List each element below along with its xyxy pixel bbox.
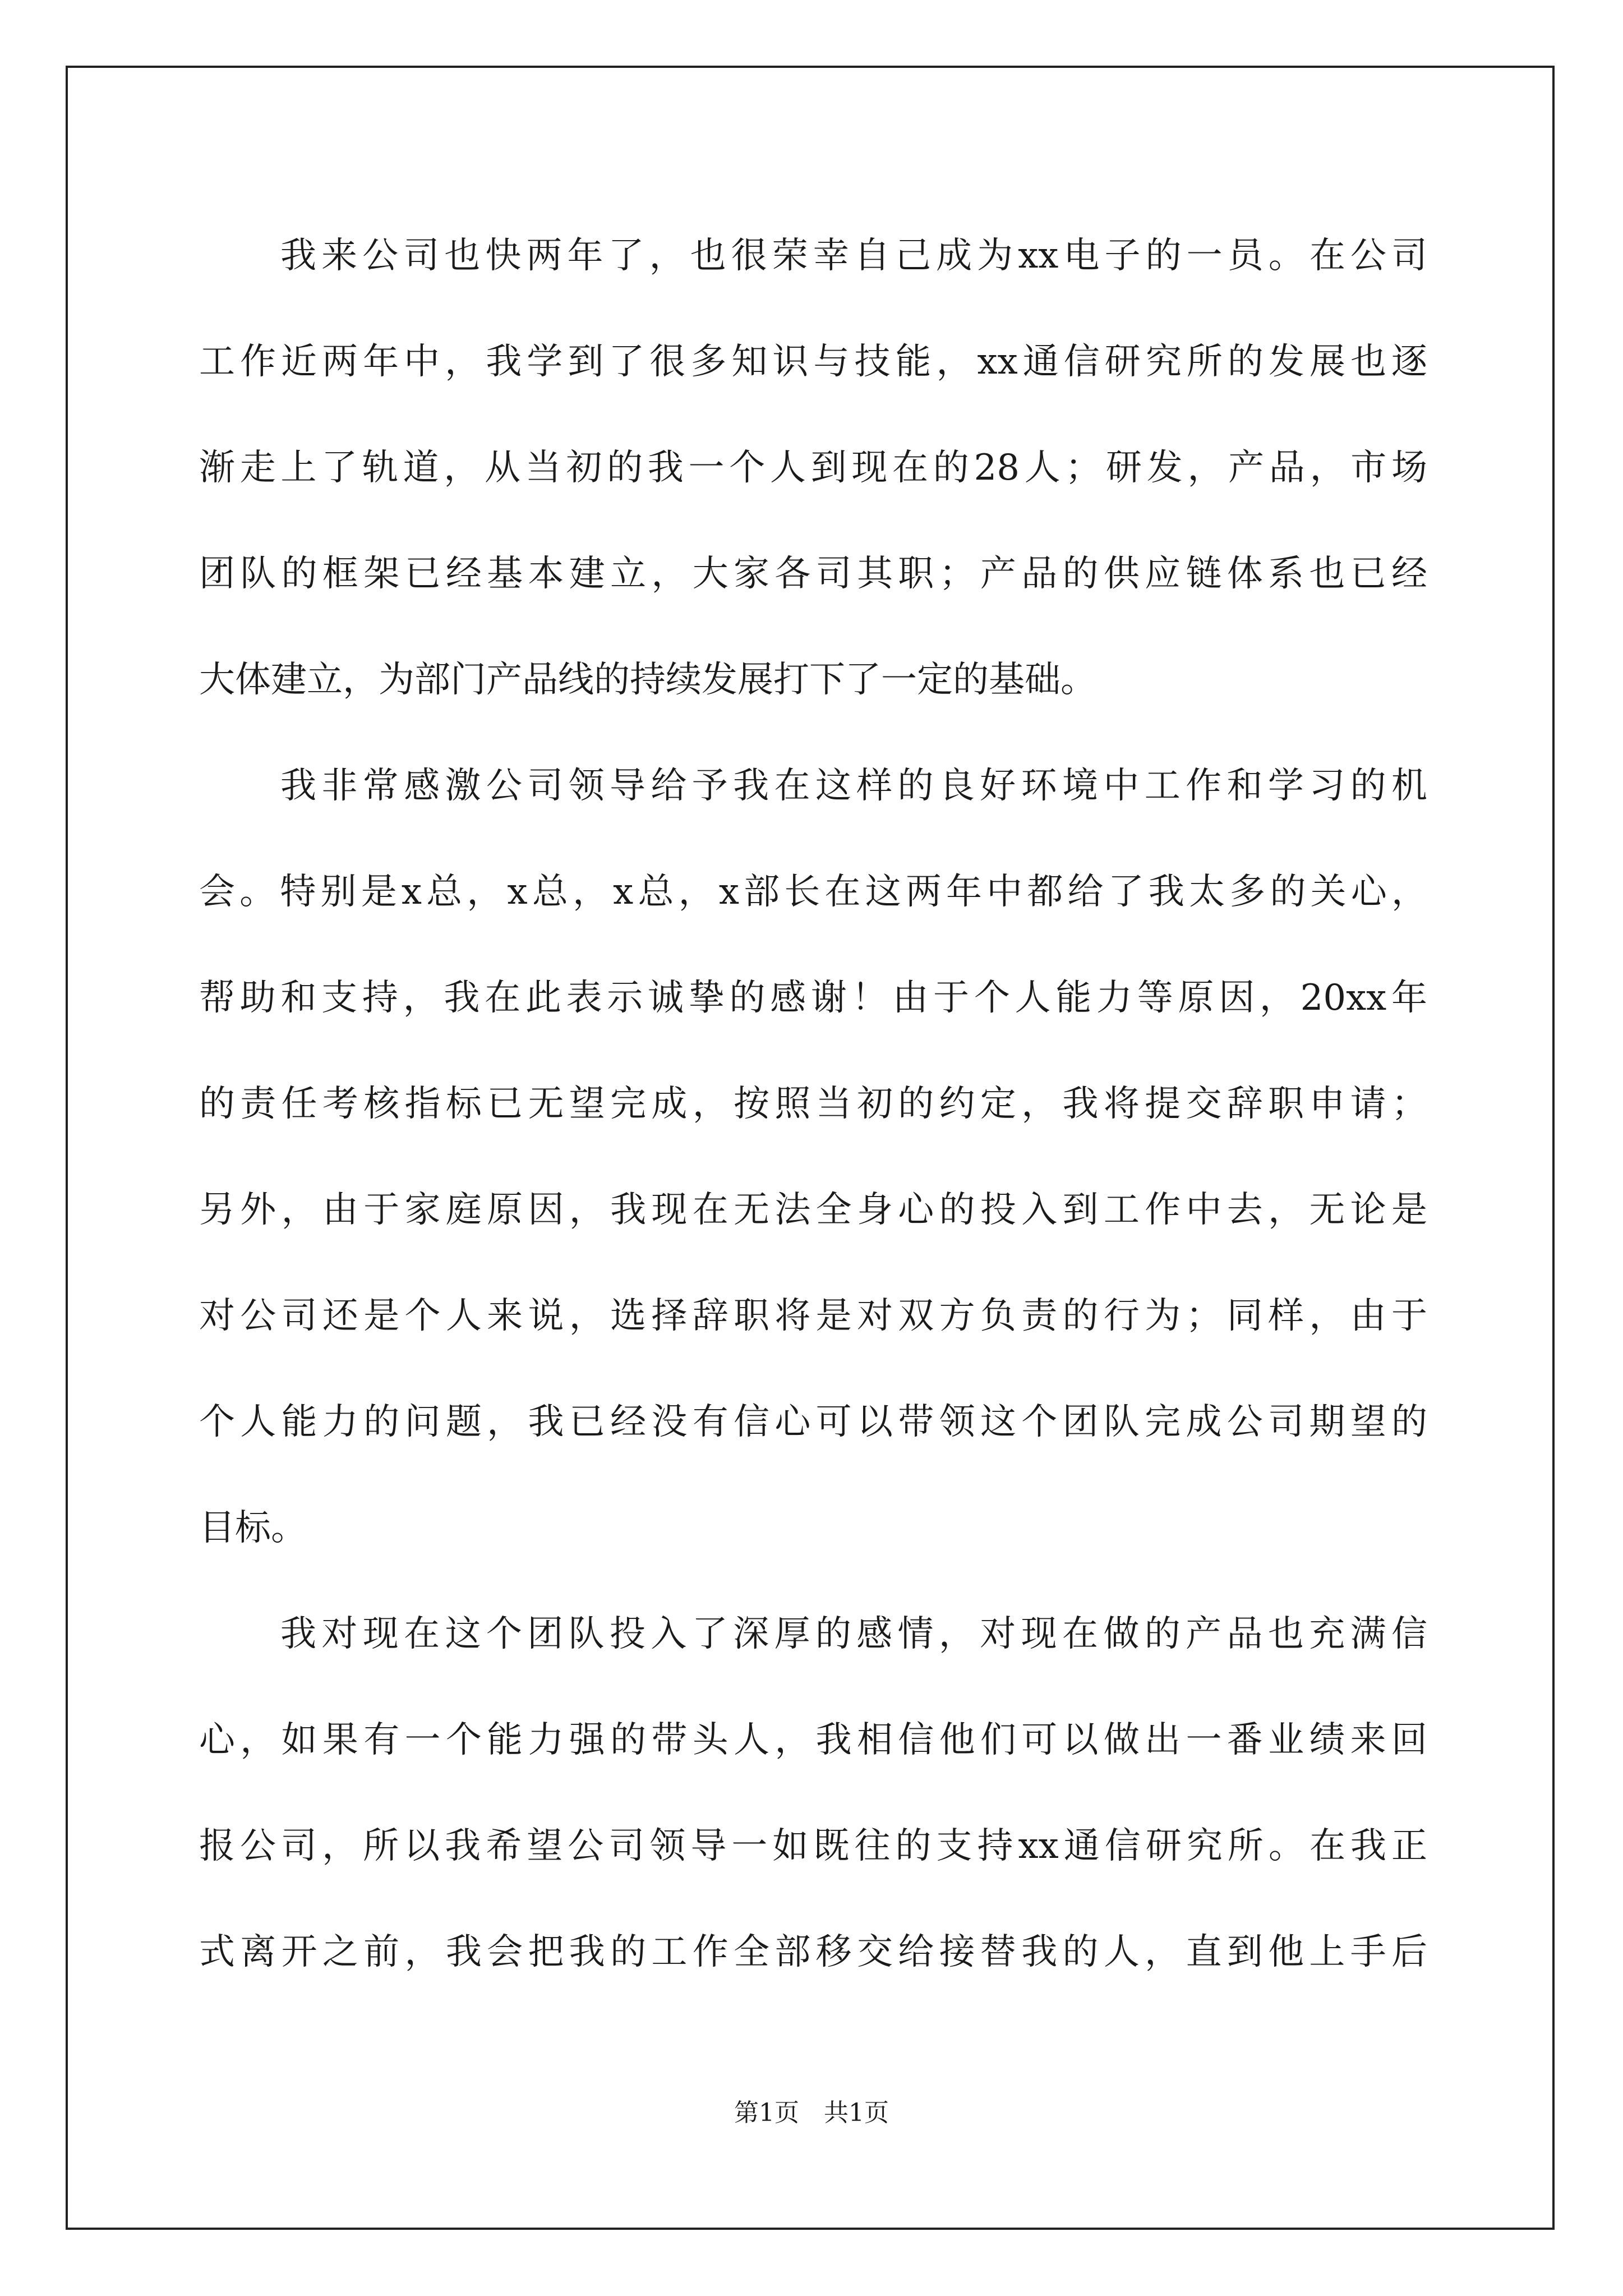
paragraph-3-line-1: 我对现在这个团队投入了深厚的感情，对现在做的产品也充满信 [280,1613,1427,1655]
paragraph-2-line-4: 的责任考核指标已无望完成，按照当初的约定，我将提交辞职申请； [199,1083,1427,1125]
paragraph-2-line-5: 另外，由于家庭原因，我现在无法全身心的投入到工作中去，无论是 [199,1189,1427,1231]
paragraph-2-line-3: 帮助和支持，我在此表示诚挚的感谢！由于个人能力等原因，20xx年 [199,977,1427,1019]
paragraph-2-line-2: 会。特别是x总，x总，x总，x部长在这两年中都给了我太多的关心， [199,871,1427,913]
paragraph-2-line-7: 个人能力的问题，我已经没有信心可以带领这个团队完成公司期望的 [199,1401,1427,1443]
paragraph-3-line-4: 式离开之前，我会把我的工作全部移交给接替我的人，直到他上手后 [199,1931,1427,1973]
paragraph-2-line-8: 目标。 [199,1507,307,1549]
paragraph-2-line-1: 我非常感激公司领导给予我在这样的良好环境中工作和学习的机 [280,765,1427,807]
paragraph-2-line-6: 对公司还是个人来说，选择辞职将是对双方负责的行为；同样，由于 [199,1295,1427,1337]
paragraph-1-line-1: 我来公司也快两年了，也很荣幸自己成为xx电子的一员。在公司 [280,235,1427,277]
paragraph-3-line-2: 心，如果有一个能力强的带头人，我相信他们可以做出一番业绩来回 [199,1719,1427,1761]
document-body [199,203,1427,2005]
paragraph-1-line-5: 大体建立，为部门产品线的持续发展打下了一定的基础。 [199,659,1096,701]
paragraph-1-line-4: 团队的框架已经基本建立，大家各司其职；产品的供应链体系也已经 [199,553,1427,595]
page-number-footer: 第1页 共1页 [734,2099,889,2127]
paragraph-3-line-3: 报公司，所以我希望公司领导一如既往的支持xx通信研究所。在我正 [199,1825,1427,1867]
paragraph-1-line-2: 工作近两年中，我学到了很多知识与技能，xx通信研究所的发展也逐 [199,341,1427,383]
paragraph-1-line-3: 渐走上了轨道，从当初的我一个人到现在的28人；研发，产品，市场 [199,447,1427,489]
